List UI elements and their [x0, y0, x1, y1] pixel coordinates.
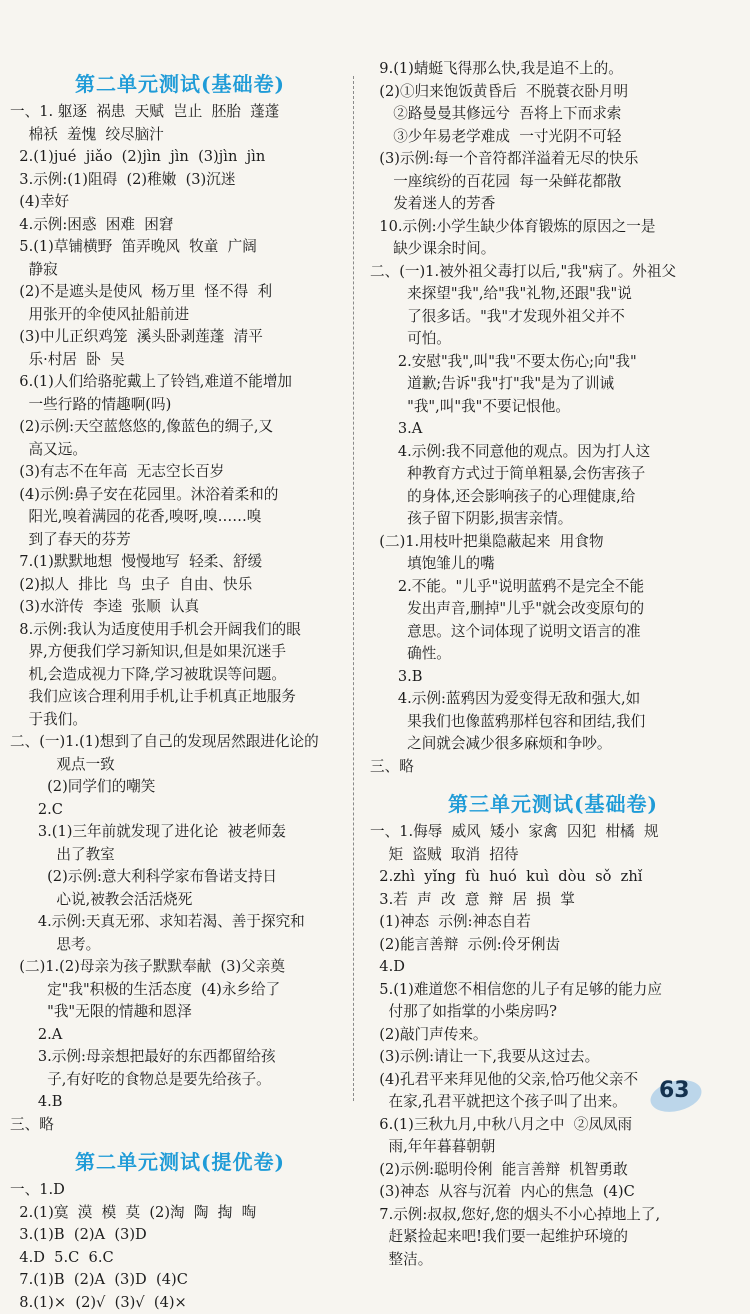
answer-line: 界,方便我们学习新知识,但是如果沉迷手 — [10, 641, 350, 664]
answer-line: 2.zhì yǐng fù huó kuì dòu sǒ zhǐ — [370, 866, 736, 889]
section-heading: 第三单元测试(基础卷) — [370, 788, 736, 817]
answer-line: (2)示例:意大利科学家布鲁诺支持日 — [10, 866, 350, 889]
answer-line: 来探望"我",给"我"礼物,还跟"我"说 — [370, 283, 736, 306]
answer-line: 矩 盗贼 取消 招待 — [370, 844, 736, 867]
answer-section — [370, 58, 736, 778]
section-heading: 第二单元测试(基础卷) — [10, 68, 350, 97]
answer-line: (2)能言善辩 示例:伶牙俐齿 — [370, 934, 736, 957]
answer-line: 确性。 — [370, 643, 736, 666]
answer-line: 6.(1)人们给骆驼戴上了铃铛,难道不能增加 — [10, 371, 350, 394]
answer-line: 三、略 — [370, 756, 736, 779]
answer-line: 2.C — [10, 799, 350, 822]
answer-line: 一、1. 躯逐 祸患 天赋 岂止 胚胎 蓬蓬 — [10, 101, 350, 124]
answer-line: 到了春天的芬芳 — [10, 529, 350, 552]
answer-line: 机,会造成视力下降,学习被耽误等问题。 — [10, 664, 350, 687]
answer-line: 2.不能。"儿乎"说明蓝鸦不是完全不能 — [370, 576, 736, 599]
answer-line: 9.(1)蜻蜓飞得那么快,我是追不上的。 — [370, 58, 736, 81]
answer-line: (2)同学们的嘲笑 — [10, 776, 350, 799]
answer-line: 静寂 — [10, 259, 350, 282]
answer-line: 8.(1)× (2)√ (3)√ (4)× — [10, 1292, 350, 1314]
answer-line: 可怕。 — [370, 328, 736, 351]
answer-line: 二、(一)1.(1)想到了自己的发现居然跟进化论的 — [10, 731, 350, 754]
answer-line: 3.若 声 改 意 辩 居 损 掌 — [370, 889, 736, 912]
answer-line: 填饱雏儿的嘴 — [370, 553, 736, 576]
answer-line: 2.(1)寞 漠 模 莫 (2)淘 陶 掏 啕 — [10, 1202, 350, 1225]
section-heading: 第二单元测试(提优卷) — [10, 1146, 350, 1175]
answer-line: (4)孔君平来拜见他的父亲,恰巧他父亲不 — [370, 1069, 736, 1092]
answer-line: 8.示例:我认为适度使用手机会开阔我们的眼 — [10, 619, 350, 642]
answer-line: 用张开的伞使风扯船前进 — [10, 304, 350, 327]
answer-line: 3.示例:(1)阻碍 (2)稚嫩 (3)沉迷 — [10, 169, 350, 192]
answer-line: (3)中儿正织鸡笼 溪头卧剥莲蓬 清平 — [10, 326, 350, 349]
answer-line: 2.安慰"我",叫"我"不要太伤心;向"我" — [370, 351, 736, 374]
answer-line: 4.示例:我不同意他的观点。因为打人这 — [370, 441, 736, 464]
answer-line: 6.(1)三秋九月,中秋八月之中 ②凤凤雨 — [370, 1114, 736, 1137]
answer-line: 观点一致 — [10, 754, 350, 777]
answer-line: 雨,年年暮暮朝朝 — [370, 1136, 736, 1159]
answer-line: 4.D 5.C 6.C — [10, 1247, 350, 1270]
answer-line: 孩子留下阴影,损害亲情。 — [370, 508, 736, 531]
answer-line: (2)拟人 排比 鸟 虫子 自由、快乐 — [10, 574, 350, 597]
answer-line: 3.A — [370, 418, 736, 441]
answer-line: 7.示例:叔叔,您好,您的烟头不小心掉地上了, — [370, 1204, 736, 1227]
answer-line: 思考。 — [10, 934, 350, 957]
answer-line: "我",叫"我"不要记恨他。 — [370, 396, 736, 419]
answer-line: 2.A — [10, 1024, 350, 1047]
answer-line: (3)水浒传 李逵 张顺 认真 — [10, 596, 350, 619]
answer-line: 果我们也像蓝鸦那样包容和团结,我们 — [370, 711, 736, 734]
answer-line: 3.(1)B (2)A (3)D — [10, 1224, 350, 1247]
answer-line: (3)示例:每一个音符都洋溢着无尽的快乐 — [370, 148, 736, 171]
answer-line: 三、略 — [10, 1114, 350, 1137]
answer-line: 赶紧捡起来吧!我们要一起维护环境的 — [370, 1226, 736, 1249]
column-divider — [353, 76, 354, 1101]
answer-line: (2)敲门声传来。 — [370, 1024, 736, 1047]
answer-line: (二)1.用枝叶把巢隐蔽起来 用食物 — [370, 531, 736, 554]
answer-line: 缺少课余时间。 — [370, 238, 736, 261]
answer-line: 整洁。 — [370, 1249, 736, 1272]
answer-line: 7.(1)B (2)A (3)D (4)C — [10, 1269, 350, 1292]
answer-line: 5.(1)难道您不相信您的儿子有足够的能力应 — [370, 979, 736, 1002]
page-number: 63 — [659, 1078, 690, 1103]
answer-line: 二、(一)1.被外祖父毒打以后,"我"病了。外祖父 — [370, 261, 736, 284]
answer-line: 于我们。 — [10, 709, 350, 732]
answer-line: (3)有志不在年高 无志空长百岁 — [10, 461, 350, 484]
answer-line: 发出声音,删掉"儿乎"就会改变原句的 — [370, 598, 736, 621]
answer-line: 10.示例:小学生缺少体育锻炼的原因之一是 — [370, 216, 736, 239]
answer-line: 发着迷人的芳香 — [370, 193, 736, 216]
answer-line: 心说,被教会活活烧死 — [10, 889, 350, 912]
answer-line: 高又远。 — [10, 439, 350, 462]
answer-line: 定"我"积极的生活态度 (4)永乡给了 — [10, 979, 350, 1002]
answer-line: (2)①归来饱饭黄昏后 不脱蓑衣卧月明 — [370, 81, 736, 104]
answer-line: 意思。这个词体现了说明文语言的准 — [370, 621, 736, 644]
answer-line: 4.示例:蓝鸦因为爱变得无敌和强大,如 — [370, 688, 736, 711]
answer-line: ③少年易老学难成 一寸光阴不可轻 — [370, 126, 736, 149]
answer-section — [10, 1146, 350, 1314]
answer-line: "我"无限的情趣和恩泽 — [10, 1001, 350, 1024]
answer-line: 阳光,嗅着满园的花香,嗅呀,嗅……嗅 — [10, 506, 350, 529]
answer-line: 道歉;告诉"我"打"我"是为了训诫 — [370, 373, 736, 396]
answer-line: (3)神态 从容与沉着 内心的焦急 (4)C — [370, 1181, 736, 1204]
answer-line: 之间就会减少很多麻烦和争吵。 — [370, 733, 736, 756]
answer-line: 4.示例:天真无邪、求知若渴、善于探究和 — [10, 911, 350, 934]
answer-line: 4.D — [370, 956, 736, 979]
answer-line: 了很多话。"我"才发现外祖父并不 — [370, 306, 736, 329]
answer-line: 子,有好吃的食物总是要先给孩子。 — [10, 1069, 350, 1092]
answer-line: 一些行路的情趣啊(吗) — [10, 394, 350, 417]
answer-line: 4.示例:困惑 困难 困窘 — [10, 214, 350, 237]
answer-line: 3.(1)三年前就发现了进化论 被老师轰 — [10, 821, 350, 844]
left-column — [10, 58, 350, 1314]
answer-line: 2.(1)jué jiǎo (2)jìn jìn (3)jìn jìn — [10, 146, 350, 169]
page-number-badge — [650, 1075, 706, 1117]
answer-line: 我们应该合理利用手机,让手机真正地服务 — [10, 686, 350, 709]
answer-line: (3)示例:请让一下,我要从这过去。 — [370, 1046, 736, 1069]
answer-line: (2)示例:天空蓝悠悠的,像蓝色的绸子,又 — [10, 416, 350, 439]
answer-line: 一座缤纷的百花园 每一朵鲜花都散 — [370, 171, 736, 194]
answer-line: 一、1.侮辱 威风 矮小 家禽 囚犯 柑橘 规 — [370, 821, 736, 844]
answer-line: (二)1.(2)母亲为孩子默默奉献 (3)父亲奠 — [10, 956, 350, 979]
answer-line: 7.(1)默默地想 慢慢地写 轻柔、舒缓 — [10, 551, 350, 574]
answer-line: (2)示例:聪明伶俐 能言善辩 机智勇敢 — [370, 1159, 736, 1182]
answer-line: (4)示例:鼻子安在花园里。沐浴着柔和的 — [10, 484, 350, 507]
answer-line: 种教育方式过于简单粗暴,会伤害孩子 — [370, 463, 736, 486]
answer-line: 出了教室 — [10, 844, 350, 867]
answer-line: (1)神态 示例:神态自若 — [370, 911, 736, 934]
answer-line: (2)不是遮头是使风 杨万里 怪不得 利 — [10, 281, 350, 304]
answer-line: 付那了如指掌的小柴房吗? — [370, 1001, 736, 1024]
answer-line: 4.B — [10, 1091, 350, 1114]
answer-line: 的身体,还会影响孩子的心理健康,给 — [370, 486, 736, 509]
answer-section — [10, 68, 350, 1136]
answer-line: (4)幸好 — [10, 191, 350, 214]
answer-line: 乐·村居 卧 吴 — [10, 349, 350, 372]
answer-line: 在家,孔君平就把这个孩子叫了出来。 — [370, 1091, 736, 1114]
answer-line: ②路曼曼其修远兮 吾将上下而求索 — [370, 103, 736, 126]
answer-line: 3.示例:母亲想把最好的东西都留给孩 — [10, 1046, 350, 1069]
answer-line: 3.B — [370, 666, 736, 689]
answer-section — [370, 788, 736, 1271]
answer-line: 棉袄 羞愧 绞尽脑汁 — [10, 124, 350, 147]
answer-line: 一、1.D — [10, 1179, 350, 1202]
answer-line: 5.(1)草铺横野 笛弄晚风 牧童 广阔 — [10, 236, 350, 259]
